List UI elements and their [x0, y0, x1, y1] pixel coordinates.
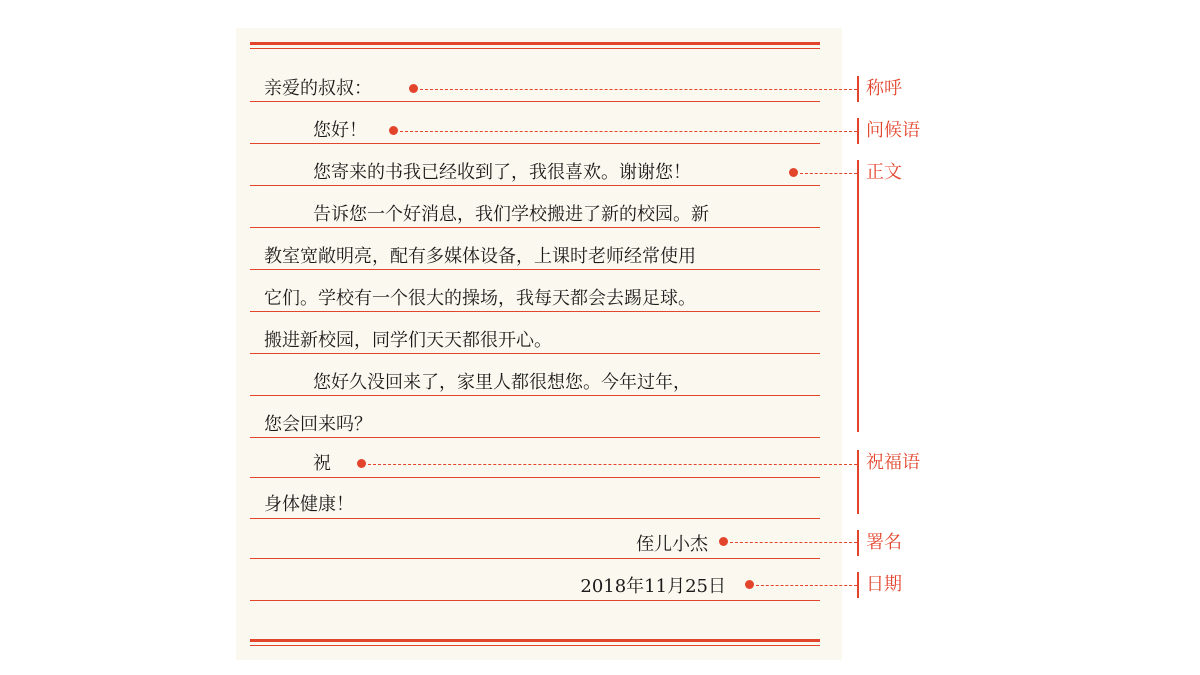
letter-blessing-wish: 身体健康！: [264, 494, 354, 515]
bottom-rule: [250, 645, 820, 646]
letter-body-line: 您寄来的书我已经收到了，我很喜欢。谢谢您！: [313, 162, 691, 183]
letter-body-line: 告诉您一个好消息，我们学校搬进了新的校园。新: [313, 204, 709, 225]
letter-body-line: 教室宽敞明亮，配有多媒体设备，上课时老师经常使用: [264, 246, 696, 267]
annotation-dot: [389, 126, 398, 135]
annotation-label-greeting: 问候语: [866, 120, 920, 141]
writing-line: [250, 600, 820, 601]
annotation-dot: [719, 537, 728, 546]
letter-date: 2018年11月25日: [580, 576, 726, 597]
annotation-bracket: [857, 160, 859, 432]
annotation-label-body: 正文: [866, 162, 902, 183]
writing-line: [250, 558, 820, 559]
annotation-bracket: [857, 118, 859, 144]
letter-greeting: 您好！: [313, 120, 367, 141]
annotation-label-signature: 署名: [866, 532, 902, 553]
annotation-leader: [420, 89, 857, 90]
annotation-dot: [357, 459, 366, 468]
letter-blessing-zhu: 祝: [313, 453, 331, 474]
annotation-dot: [745, 580, 754, 589]
writing-line: [250, 477, 820, 478]
letter-body-line: 搬进新校园，同学们天天都很开心。: [264, 330, 552, 351]
annotation-bracket: [857, 572, 859, 598]
annotation-dot: [409, 84, 418, 93]
annotation-bracket: [857, 76, 859, 102]
letter-body-line: 您会回来吗？: [264, 414, 372, 435]
letter-body-line: 它们。学校有一个很大的操场，我每天都会去踢足球。: [264, 288, 696, 309]
annotation-label-blessing: 祝福语: [866, 452, 920, 473]
bottom-rule: [250, 639, 820, 642]
annotation-bracket: [857, 450, 859, 514]
annotation-bracket: [857, 530, 859, 556]
letter-body-line: 您好久没回来了，家里人都很想您。今年过年，: [313, 372, 691, 393]
annotation-leader: [730, 542, 857, 543]
annotation-leader: [800, 173, 857, 174]
top-rule: [250, 42, 820, 45]
annotation-label-salutation: 称呼: [866, 78, 902, 99]
annotation-leader: [756, 585, 857, 586]
letter-signature: 侄儿小杰: [636, 534, 708, 555]
annotation-dot: [789, 168, 798, 177]
annotation-leader: [368, 464, 857, 465]
top-rule: [250, 48, 820, 49]
letter-salutation: 亲爱的叔叔：: [264, 78, 372, 99]
annotation-label-date: 日期: [866, 574, 902, 595]
annotation-leader: [400, 131, 857, 132]
